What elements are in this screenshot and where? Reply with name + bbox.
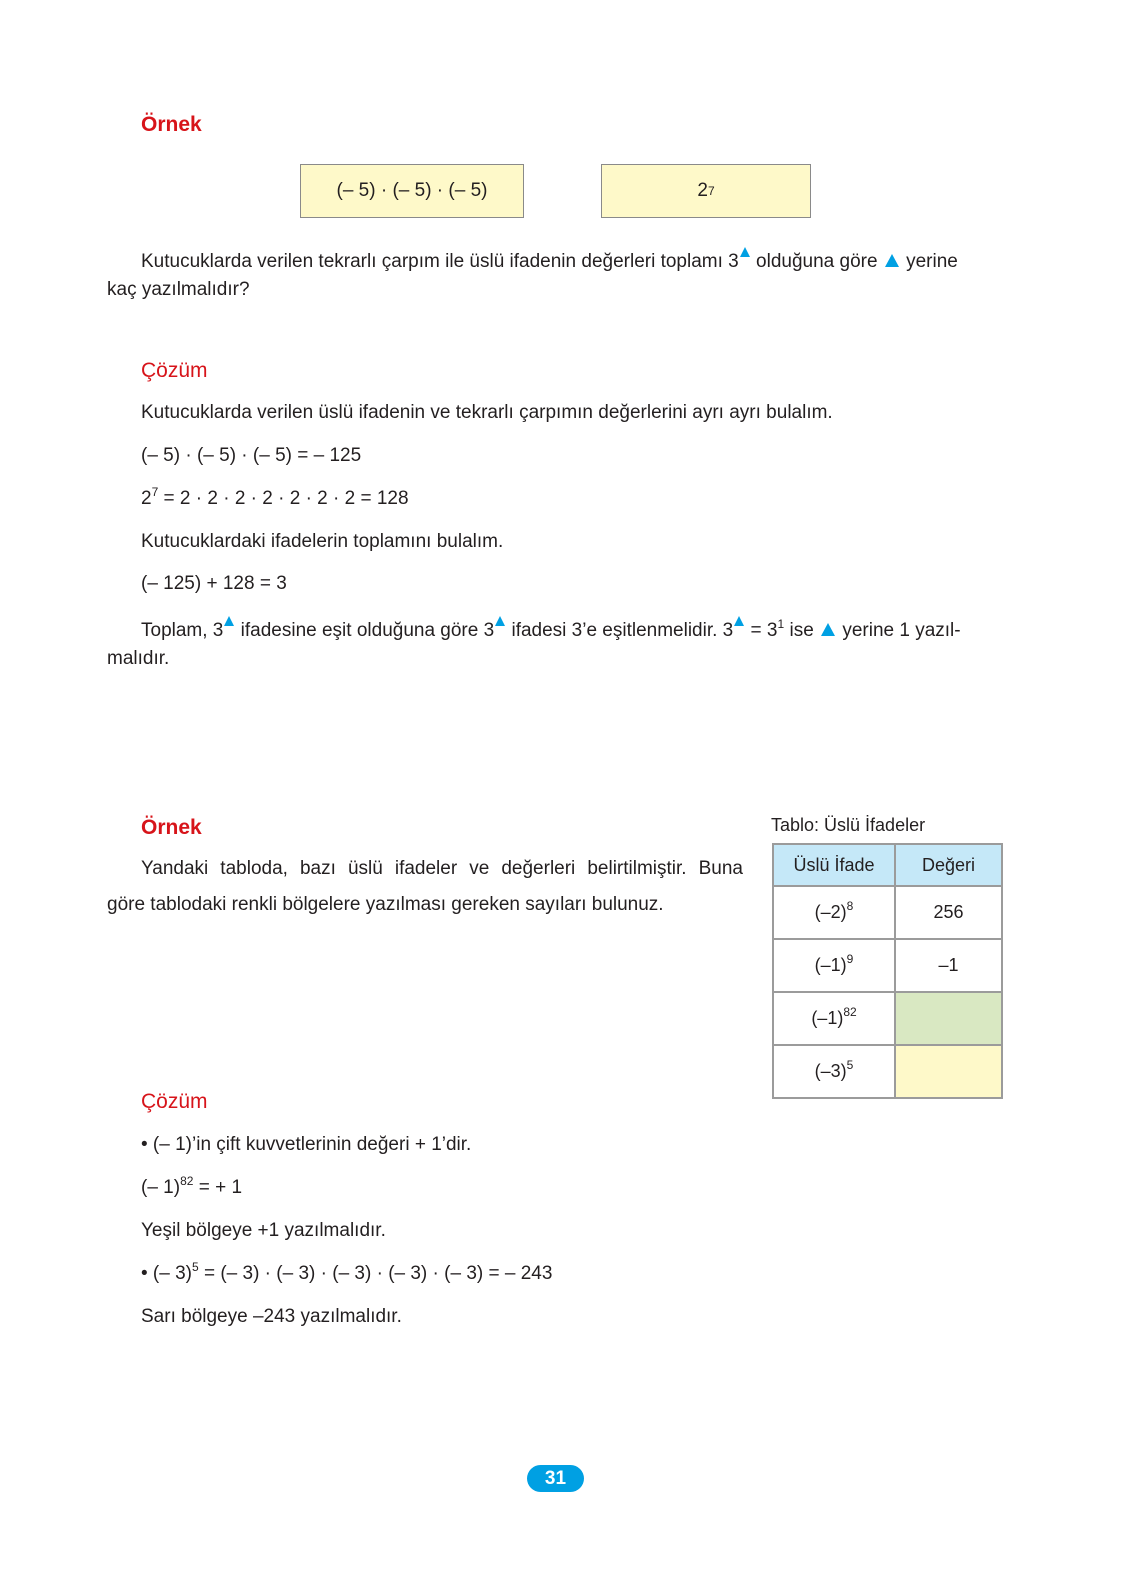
exponent: 82: [843, 1005, 857, 1019]
triangle-icon: [821, 623, 835, 636]
question-line-2: kaç yazılmalıdır?: [107, 279, 250, 300]
power-box: 2 7: [601, 164, 811, 218]
text: ise: [784, 620, 820, 641]
table-row: [773, 939, 1002, 992]
page-number: 31: [527, 1465, 584, 1492]
solution-line: • (– 1)’in çift kuvvetlerinin değeri + 1’dir.: [141, 1134, 472, 1155]
text: Toplam, 3: [141, 620, 224, 641]
base: • (– 3): [141, 1263, 192, 1284]
exponent: 9: [846, 952, 854, 966]
text: = (– 3) · (– 3) · (– 3) · (– 3) · (– 3) = – 243: [198, 1263, 553, 1284]
value-cell: 256: [895, 886, 1002, 939]
base: (–1): [814, 955, 847, 975]
exponent: 5: [192, 1260, 199, 1274]
text: ifadesi 3’e eşitlenmelidir. 3: [506, 620, 734, 641]
solution-line: malıdır.: [107, 648, 170, 669]
yellow-cell: [895, 1045, 1002, 1098]
triangle-icon: [740, 247, 750, 257]
solution-line: [141, 1260, 553, 1285]
exponent: 7: [151, 485, 159, 499]
base: (–1): [811, 1008, 844, 1028]
value-cell: –1: [895, 939, 1002, 992]
table-row: [773, 992, 1002, 1045]
example-heading: Örnek: [141, 816, 202, 839]
product-box: (– 5) · (– 5) · (– 5): [300, 164, 524, 218]
exponent: 1: [777, 617, 785, 631]
exponent: 8: [846, 899, 854, 913]
green-cell: [895, 992, 1002, 1045]
table-header: Üslü İfade: [773, 844, 895, 886]
table-header: Değeri: [895, 844, 1002, 886]
solution-line: (– 5) · (– 5) · (– 5) = – 125: [141, 445, 362, 466]
question-line: [141, 247, 1004, 273]
solution-line: Kutucuklarda verilen üslü ifadenin ve tekrarlı çarpımın değerlerini ayrı ayrı bulalım.: [141, 402, 833, 423]
solution-heading: Çözüm: [141, 359, 208, 382]
solution-line: Sarı bölgeye –243 yazılmalıdır.: [141, 1306, 402, 1327]
base: (–2): [814, 902, 847, 922]
text: olduğuna göre: [750, 251, 883, 272]
table-caption: Tablo: Üslü İfadeler: [771, 815, 926, 835]
example-text: Yandaki tabloda, bazı üslü ifadeler ve değerleri belirtilmiştir. Buna: [141, 858, 743, 879]
text: yerine: [900, 251, 958, 272]
solution-heading: Çözüm: [141, 1090, 208, 1113]
text: = + 1: [193, 1177, 243, 1198]
text: yerine 1 yazıl-: [837, 620, 961, 641]
text: ifadesine eşit olduğuna göre 3: [235, 620, 495, 641]
base: 2: [141, 488, 152, 509]
solution-line: [141, 485, 409, 510]
exponent: 5: [846, 1058, 854, 1072]
powers-table: [772, 843, 1003, 1099]
text: = 2 · 2 · 2 · 2 · 2 · 2 · 2 = 128: [158, 488, 409, 509]
solution-line: Yeşil bölgeye +1 yazılmalıdır.: [141, 1220, 386, 1241]
solution-line: [141, 1174, 243, 1199]
base: (– 1): [141, 1177, 181, 1198]
triangle-icon: [885, 254, 899, 267]
text: Kutucuklarda verilen tekrarlı çarpım ile üslü ifadenin değerleri toplamı 3: [141, 251, 739, 272]
example-heading: Örnek: [141, 113, 202, 136]
triangle-icon: [734, 616, 744, 626]
base: 2: [697, 180, 708, 201]
solution-line: (– 125) + 128 = 3: [141, 573, 287, 594]
triangle-icon: [495, 616, 505, 626]
solution-line: Kutucuklardaki ifadelerin toplamını bulalım.: [141, 531, 504, 552]
triangle-icon: [224, 616, 234, 626]
text: = 3: [745, 620, 778, 641]
exponent: 82: [180, 1174, 194, 1188]
base: (–3): [814, 1061, 847, 1081]
example-text: göre tablodaki renkli bölgelere yazılması gereken sayıları bulunuz.: [107, 894, 664, 915]
table-row: [773, 886, 1002, 939]
table-row: [773, 1045, 1002, 1098]
solution-line: [141, 616, 961, 642]
